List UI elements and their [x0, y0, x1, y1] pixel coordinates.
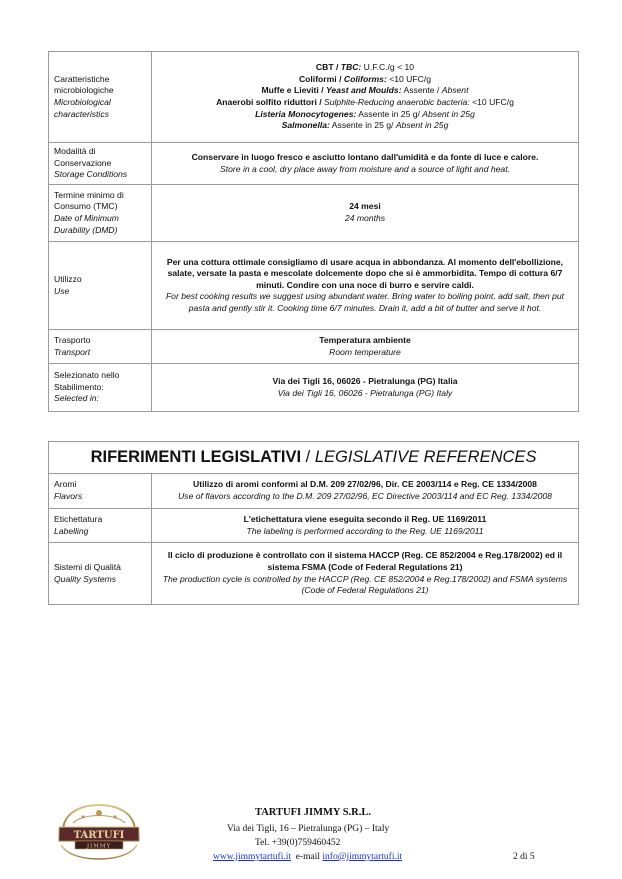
tmc-label-it: Termine minimo di Consumo (TMC) — [54, 189, 124, 212]
legislative-title-en: LEGISLATIVE REFERENCES — [314, 448, 537, 467]
storage-label-en: Storage Conditions — [54, 169, 128, 180]
company-address: Via dei Tigli, 16 – Pietralunga (PG) – Italy — [227, 824, 390, 834]
labelling-value-en: The labeling is performed according to the Reg. UE 1169/2011 — [246, 525, 484, 536]
website-link[interactable]: www.jimmytartufi.it — [213, 852, 292, 862]
transport-value-en: Room temperature — [329, 346, 401, 357]
legislative-title-row — [49, 442, 579, 474]
page-number: 2 di 5 — [513, 852, 535, 862]
microbio-label — [49, 52, 152, 143]
selected-value — [152, 364, 579, 412]
aromi-value-it: Utilizzo di aromi conformi al D.M. 209 27/02/96, Dir. CE 2003/114 e Reg. CE 1334/2008 — [193, 479, 537, 490]
aromi-label — [49, 474, 152, 509]
quality-label-en: Quality Systems — [54, 573, 117, 584]
labelling-value — [152, 509, 579, 543]
use-value-en: For best cooking results we suggest using abundant water. Bring water to boiling point, add salt, then put pasta and gently stir it. Cooking time 6/7 minutes. Drain it, add a bit of butter and serve it hot. — [165, 291, 565, 313]
selected-value-it: Via dei Tigli 16, 06026 - Pietralunga (PG) Italia — [272, 375, 458, 386]
legislative-title-sep: / — [301, 448, 315, 467]
company-name: TARTUFI JIMMY S.R.L. — [255, 807, 372, 818]
labelling-label-en: Labelling — [54, 525, 89, 536]
tmc-label-en: Date of Minimum Durability (DMD) — [54, 213, 119, 235]
microbio-line-listeria: Listeria Monocytogenes: Assente in 25 g/ Absent in 25g — [255, 108, 475, 119]
labelling-value-it: L'etichettatura viene eseguita secondo il Reg. UE 1169/2011 — [243, 513, 487, 524]
company-phone: Tel. +39(0)759460452 — [255, 838, 341, 848]
labelling-label — [49, 509, 152, 543]
labelling-row — [49, 509, 579, 543]
tmc-value — [152, 185, 579, 242]
aromi-value — [152, 474, 579, 509]
use-value-it: Per una cottura ottimale consigliamo di usare acqua in abbondanza. Al momento dell'ebollizione, salate, versate la pasta e mescolate dolcemente dopo che si è ammorbidita. Tempo di cottura 6/7 minuti. Condire con una noce di burro e servire caldi. — [166, 256, 564, 290]
microbio-row — [49, 52, 579, 143]
selected-label-en: Selected in: — [54, 393, 99, 404]
storage-value — [152, 143, 579, 185]
legislative-title — [49, 442, 579, 474]
storage-label-it: Modalità di Conservazione — [54, 146, 112, 168]
quality-label — [49, 543, 152, 605]
microbio-line-anaerobi: Anaerobi solfito riduttori / Sulphite-Reducing anaerobic bacteria: <10 UFC/g — [216, 97, 514, 107]
microbio-line-salmonella: Salmonella: Assente in 25 g/ Absent in 25g — [281, 120, 449, 131]
transport-label-en: Transport — [54, 346, 91, 357]
use-label-en: Use — [54, 285, 70, 296]
storage-row — [49, 143, 579, 185]
selected-label — [49, 364, 152, 412]
aromi-label-en: Flavors — [54, 491, 83, 501]
transport-value — [152, 330, 579, 364]
microbio-label-en: Microbiological characteristics — [54, 97, 111, 119]
tmc-value-it: 24 mesi — [349, 201, 381, 212]
transport-label-it: Trasporto — [54, 334, 91, 345]
tmc-value-en: 24 months — [344, 213, 386, 223]
transport-row — [49, 330, 579, 364]
tmc-label — [49, 185, 152, 242]
storage-value-en: Store in a cool, dry place away from moisture and a source of light and heat. — [220, 163, 510, 174]
company-contacts — [213, 851, 402, 864]
aromi-row — [49, 474, 579, 509]
email-label: e-mail — [295, 852, 321, 862]
quality-value-en: The production cycle is controlled by the HACCP (Reg. CE 852/2004 e Reg.178/2002) and FSMA systems (Code of Federal Regulations 21) — [162, 573, 568, 596]
labelling-label-it: Etichettatura — [54, 513, 103, 524]
tartufi-jimmy-logo — [53, 801, 145, 863]
quality-value-it: Il ciclo di produzione è controllato con il sistema HACCP (Reg. CE 852/2004 e Reg.178/2002) ed il sistema FSMA (Code of Federal Regulations 21) — [167, 550, 563, 572]
tmc-row — [49, 185, 579, 242]
page-footer — [0, 796, 622, 866]
legislative-title-it: RIFERIMENTI LEGISLATIVI — [90, 448, 302, 467]
aromi-value-en: Use of flavors according to the D.M. 209 27/02/96, EC Directive 2003/114 and EC Reg. 1334/2008 — [178, 491, 552, 501]
use-row — [49, 242, 579, 330]
microbio-line-cbt: CBT / TBC: U.F.C./g < 10 — [315, 62, 415, 73]
legislative-references-table — [48, 441, 579, 605]
use-label — [49, 242, 152, 330]
microbio-line-muffe: Muffe e Lieviti / Yeast and Moulds: Assente / Absent — [261, 85, 469, 96]
selected-label-it: Selezionato nello Stabilimento: — [54, 370, 120, 392]
storage-label — [49, 143, 152, 185]
use-label-it: Utilizzo — [54, 273, 82, 284]
microbio-line-coliformi: Coliformi / Coliforms: <10 UFC/g — [298, 73, 432, 84]
use-value — [152, 242, 579, 330]
email-link[interactable]: info@jimmytartufi.it — [322, 852, 403, 862]
selected-row — [49, 364, 579, 412]
svg-text:TARTUFI: TARTUFI — [73, 830, 125, 841]
quality-row — [49, 543, 579, 605]
microbio-values — [152, 52, 579, 143]
transport-value-it: Temperatura ambiente — [319, 334, 411, 345]
microbio-label-it: Caratteristiche microbiologiche — [54, 73, 114, 96]
svg-text:JIMMY: JIMMY — [86, 843, 112, 850]
quality-label-it: Sistemi di Qualità — [54, 561, 121, 572]
quality-value — [152, 543, 579, 605]
storage-value-it: Conservare in luogo fresco e asciutto lontano dall'umidità e da fonte di luce e calore. — [191, 151, 539, 162]
aromi-label-it: Aromi — [54, 479, 77, 490]
product-specs-table — [48, 51, 579, 412]
transport-label — [49, 330, 152, 364]
selected-value-en: Via dei Tigli 16, 06026 - Pietralunga (PG) Italy — [277, 387, 453, 398]
